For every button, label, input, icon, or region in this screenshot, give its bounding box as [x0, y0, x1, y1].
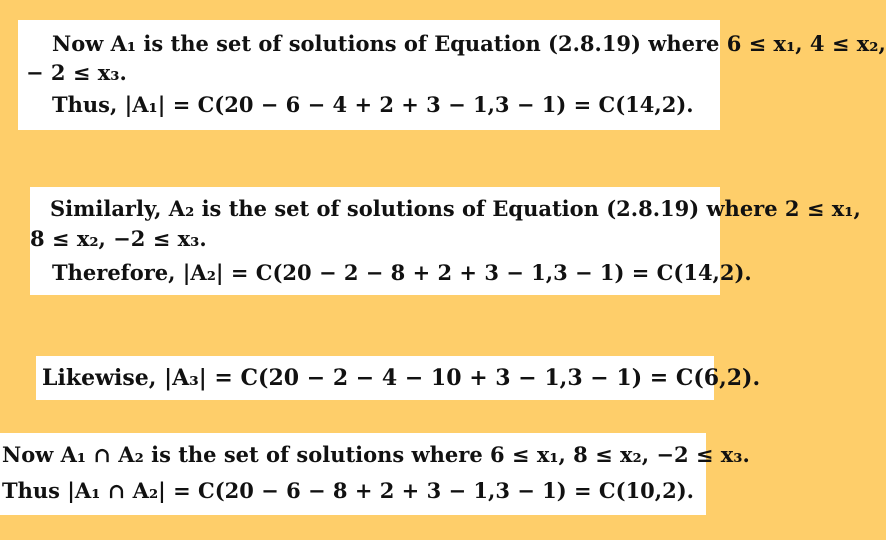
text-block-a1 [18, 20, 886, 130]
a1-definition-line: Now A₁ is the set of solutions of Equation (2.8.19) where 6 ≤ x₁, 4 ≤ x₂, [52, 31, 886, 56]
a3-count-formula: Likewise, |A₃| = C(20 − 2 − 4 − 10 + 3 − 1,3 − 1) = C(6,2). [42, 365, 761, 391]
intersection-definition-line: Now A₁ ∩ A₂ is the set of solutions where 6 ≤ x₁, 8 ≤ x₂, −2 ≤ x₃. [2, 442, 750, 467]
intersection-count-formula: Thus |A₁ ∩ A₂| = C(20 − 6 − 8 + 2 + 3 − 1,3 − 1) = C(10,2). [2, 478, 694, 503]
text-block-a3 [36, 356, 761, 400]
a1-definition-continuation: − 2 ≤ x₃. [26, 60, 127, 85]
text-block-a1-intersect-a2 [0, 433, 750, 515]
a2-definition-line: Similarly, A₂ is the set of solutions of Equation (2.8.19) where 2 ≤ x₁, [50, 196, 861, 221]
text-block-a2 [30, 187, 861, 295]
a2-count-formula: Therefore, |A₂| = C(20 − 2 − 8 + 2 + 3 − 1,3 − 1) = C(14,2). [52, 260, 752, 285]
a1-count-formula: Thus, |A₁| = C(20 − 6 − 4 + 2 + 3 − 1,3 − 1) = C(14,2). [52, 92, 694, 117]
a2-definition-continuation: 8 ≤ x₂, −2 ≤ x₃. [30, 226, 207, 251]
